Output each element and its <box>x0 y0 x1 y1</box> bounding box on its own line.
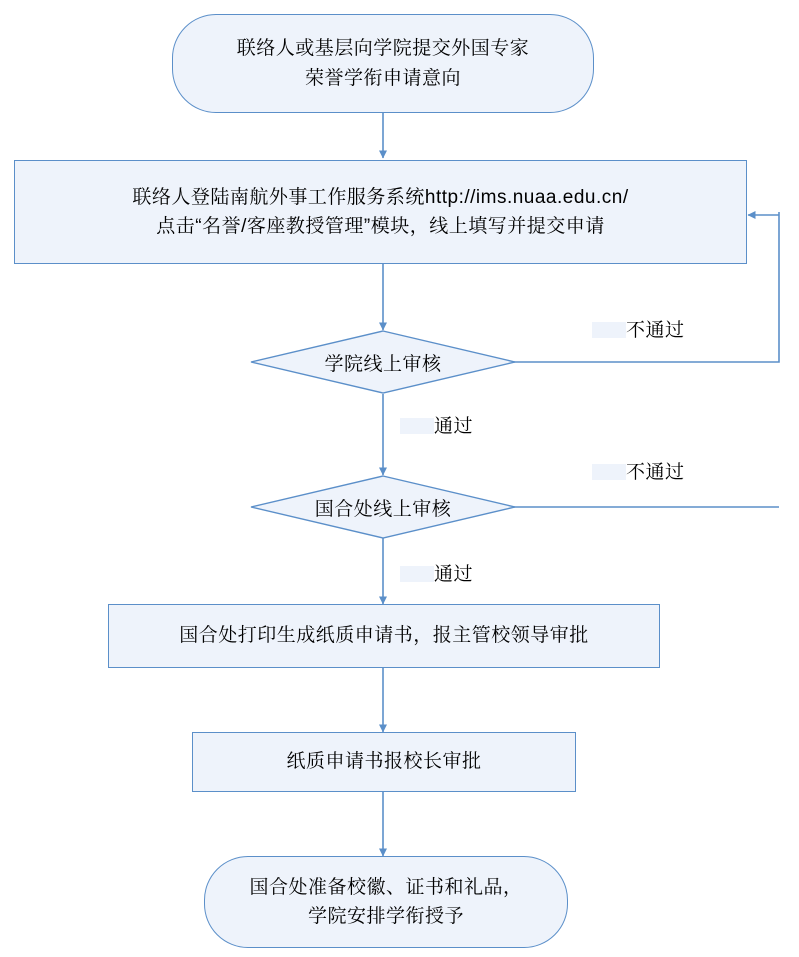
edge-label-swatch <box>592 322 626 338</box>
edge-label-college-reject-text: 不通过 <box>626 320 685 341</box>
node-start-line-1: 联络人或基层向学院提交外国专家 <box>236 38 530 60</box>
node-intl-office-review-label: 国合处线上审核 <box>314 498 452 520</box>
edge-label-swatch <box>400 566 434 582</box>
edge-label-intl-reject-text: 不通过 <box>626 462 685 483</box>
edge-label-intl-pass <box>396 558 477 587</box>
node-submit-line-1: 联络人登陆南航外事工作服务系统http://ims.nuaa.edu.cn/ <box>132 186 629 208</box>
edge-label-intl-reject <box>588 456 689 485</box>
node-college-review <box>250 330 516 394</box>
edge-label-swatch <box>400 418 434 434</box>
node-start-line-2: 荣誉学衔申请意向 <box>304 67 461 89</box>
node-prepare-award <box>204 856 568 948</box>
node-submit-application <box>14 160 747 264</box>
node-print-and-approve <box>108 604 660 668</box>
node-prepare-award-line-1: 国合处准备校徽、证书和礼品， <box>249 876 523 898</box>
node-start <box>172 14 594 113</box>
node-prepare-award-line-2: 学院安排学衔授予 <box>307 906 464 927</box>
node-intl-office-review <box>250 475 516 539</box>
edge-label-college-pass-text: 通过 <box>434 416 474 437</box>
node-president-approval-label: 纸质申请书报校长审批 <box>286 751 482 773</box>
node-print-and-approve-label: 国合处打印生成纸质申请书，报主管校领导审批 <box>179 625 589 647</box>
node-submit-line-2: 点击“名誉/客座教授管理”模块，线上填写并提交申请 <box>156 216 605 237</box>
edge-label-swatch <box>592 464 626 480</box>
edge-label-college-reject <box>588 314 689 343</box>
edge-label-intl-pass-text: 通过 <box>434 564 474 585</box>
node-president-approval <box>192 732 576 792</box>
edge-label-college-pass <box>396 410 477 439</box>
node-college-review-label: 学院线上审核 <box>324 353 442 375</box>
